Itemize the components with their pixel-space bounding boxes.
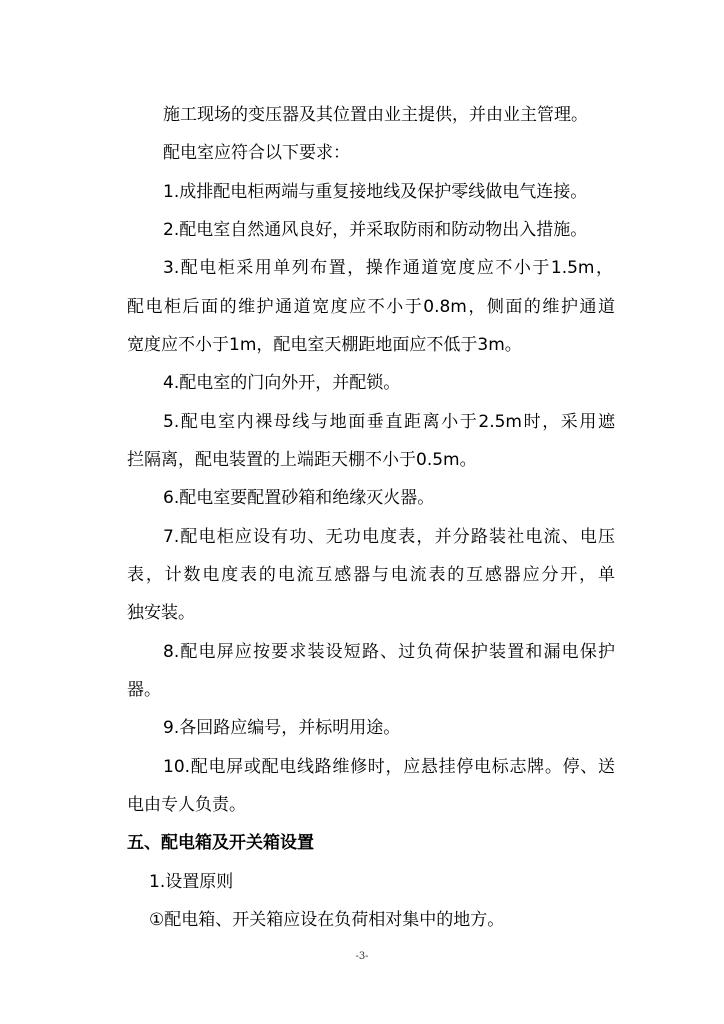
list-item-7-line-2: 表，计数电度表的电流互感器与电流表的互感器应分开，单 (127, 565, 615, 585)
section-heading: 五、配电箱及开关箱设置 (127, 833, 314, 853)
paragraph-transformer: 施工现场的变压器及其位置由业主提供，并由业主管理。 (163, 105, 588, 125)
list-item-7-line-1: 7.配电柜应设有功、无功电度表，并分路装社电流、电压 (163, 527, 615, 547)
subsection-heading: 1.设置原则 (149, 872, 234, 892)
principle-item-1: ①配电箱、开关箱应设在负荷相对集中的地方。 (149, 910, 505, 930)
list-item-10-line-1: 10.配电屏或配电线路维修时，应悬挂停电标志牌。停、送 (163, 757, 615, 777)
list-item-9: 9.各回路应编号，并标明用途。 (163, 718, 401, 738)
list-item-8-line-2: 器。 (127, 680, 161, 700)
paragraph-distribution-room-intro: 配电室应符合以下要求： (163, 143, 350, 163)
list-item-10-line-2: 电由专人负责。 (127, 795, 246, 815)
list-item-5-line-2: 拦隔离，配电装置的上端距天棚不小于0.5m。 (127, 450, 477, 470)
list-item-4: 4.配电室的门向外开，并配锁。 (163, 373, 401, 393)
list-item-3-line-3: 宽度应不小于1m，配电室天棚距地面应不低于3m。 (127, 335, 522, 355)
page-number: -3- (355, 951, 369, 962)
list-item-6: 6.配电室要配置砂箱和绝缘灭火器。 (163, 488, 435, 508)
list-item-7-line-3: 独安装。 (127, 603, 195, 623)
list-item-3-line-2: 配电柜后面的维护通道宽度应不小于0.8m，侧面的维护通道 (127, 297, 615, 317)
list-item-2: 2.配电室自然通风良好，并采取防雨和防动物出入措施。 (163, 220, 588, 240)
list-item-8-line-1: 8.配电屏应按要求装设短路、过负荷保护装置和漏电保护 (163, 642, 615, 662)
list-item-3-line-1: 3.配电柜采用单列布置，操作通道宽度应不小于1.5m， (163, 258, 613, 278)
list-item-1: 1.成排配电柜两端与重复接地线及保护零线做电气连接。 (163, 182, 588, 202)
list-item-5-line-1: 5.配电室内裸母线与地面垂直距离小于2.5m时，采用遮 (163, 412, 615, 432)
